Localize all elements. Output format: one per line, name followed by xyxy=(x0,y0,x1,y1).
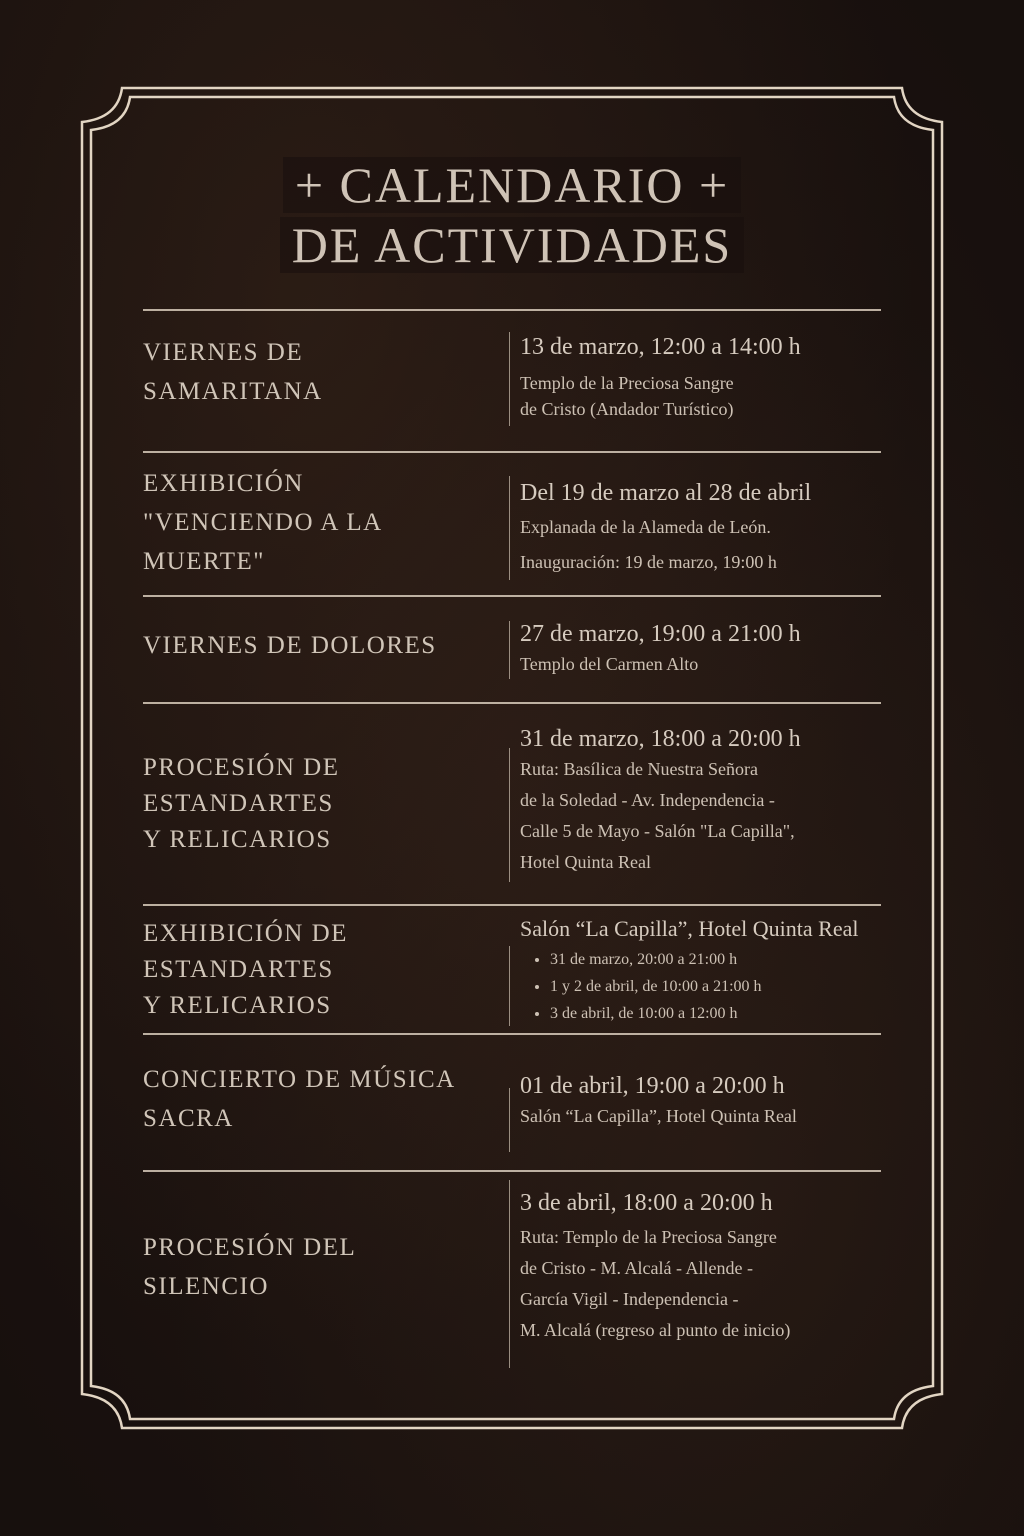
event-details xyxy=(520,478,930,578)
schedule-item: • 1 y 2 de abril, de 10:00 a 21:00 h xyxy=(550,973,940,1000)
event-date: 13 de marzo, 12:00 a 14:00 h xyxy=(520,334,801,360)
event-details xyxy=(520,914,940,1027)
event-location: de Cristo (Andador Turístico) xyxy=(520,399,734,419)
event-route: Ruta: Basílica de Nuestra Señora xyxy=(520,759,758,779)
schedule-item: • 3 de abril, de 10:00 a 12:00 h xyxy=(550,1000,940,1027)
event-name: EXHIBICIÓN DE ESTANDARTES Y RELICARIOS xyxy=(143,920,348,1019)
event-route: Ruta: Templo de la Preciosa Sangre xyxy=(520,1227,777,1247)
event-location: Salón “La Capilla”, Hotel Quinta Real xyxy=(520,916,859,941)
event-details xyxy=(520,619,930,677)
event-name: VIERNES DE DOLORES xyxy=(143,632,437,659)
event-details xyxy=(520,332,930,422)
event-name: PROCESIÓN DEL SILENCIO xyxy=(143,1234,357,1300)
page-title-line-2: DE ACTIVIDADES xyxy=(0,216,1024,274)
event-details xyxy=(520,1188,930,1346)
divider xyxy=(143,1170,881,1172)
event-route: de la Soledad - Av. Independencia - xyxy=(520,790,775,810)
event-name: VIERNES DE SAMARITANA xyxy=(143,339,323,405)
event-date: 3 de abril, 18:00 a 20:00 h xyxy=(520,1190,773,1216)
event-name: EXHIBICIÓN "VENCIENDO A LA MUERTE" xyxy=(143,470,383,575)
page-title-line-1: + CALENDARIO + xyxy=(0,156,1024,214)
event-route: M. Alcalá (regreso al punto de inicio) xyxy=(520,1320,791,1340)
event-route: García Vigil - Independencia - xyxy=(520,1289,739,1309)
event-inauguration: Inauguración: 19 de marzo, 19:00 h xyxy=(520,552,777,572)
event-date: 31 de marzo, 18:00 a 20:00 h xyxy=(520,726,801,752)
column-separator xyxy=(509,1088,510,1152)
column-separator xyxy=(509,621,510,679)
event-route: Hotel Quinta Real xyxy=(520,852,651,872)
divider xyxy=(143,451,881,453)
schedule-item: • 31 de marzo, 20:00 a 21:00 h xyxy=(550,946,940,973)
column-separator xyxy=(509,946,510,1026)
divider xyxy=(143,595,881,597)
divider xyxy=(143,904,881,906)
column-separator xyxy=(509,476,510,580)
event-location: Salón “La Capilla”, Hotel Quinta Real xyxy=(520,1106,797,1126)
event-name: PROCESIÓN DE ESTANDARTES Y RELICARIOS xyxy=(143,754,340,853)
event-location: Explanada de la Alameda de León. xyxy=(520,517,771,537)
event-date: Del 19 de marzo al 28 de abril xyxy=(520,480,812,506)
column-separator xyxy=(509,332,510,426)
event-details xyxy=(520,724,930,878)
divider xyxy=(143,1033,881,1035)
divider xyxy=(143,309,881,311)
event-location: Templo de la Preciosa Sangre xyxy=(520,373,734,393)
column-separator xyxy=(509,748,510,882)
event-route: de Cristo - M. Alcalá - Allende - xyxy=(520,1258,753,1278)
schedule-list xyxy=(520,946,940,1027)
event-route: Calle 5 de Mayo - Salón "La Capilla", xyxy=(520,821,795,841)
column-separator xyxy=(509,1180,510,1368)
event-details xyxy=(520,1071,930,1129)
event-name: CONCIERTO DE MÚSICA SACRA xyxy=(143,1066,456,1132)
event-location: Templo del Carmen Alto xyxy=(520,654,699,674)
event-date: 01 de abril, 19:00 a 20:00 h xyxy=(520,1073,785,1099)
divider xyxy=(143,702,881,704)
event-date: 27 de marzo, 19:00 a 21:00 h xyxy=(520,621,801,647)
